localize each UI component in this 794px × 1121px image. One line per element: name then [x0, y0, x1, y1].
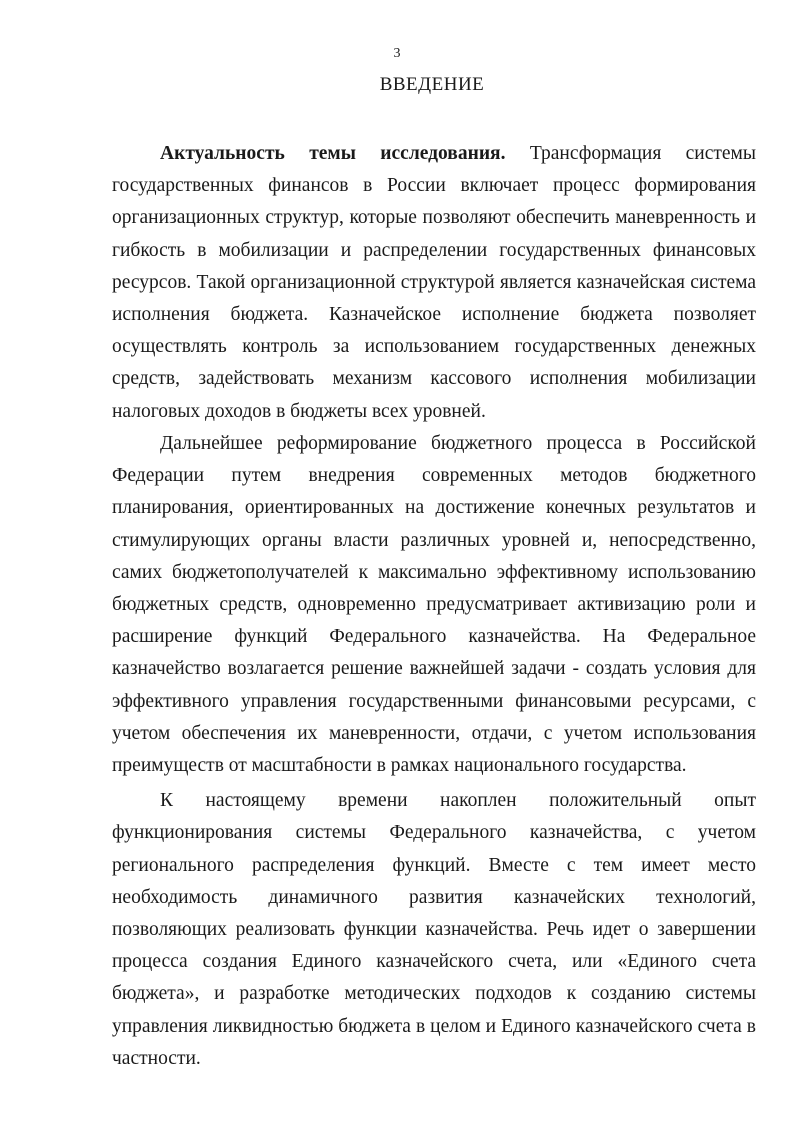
paragraph-relevance [112, 138, 756, 428]
paragraph-lead: Актуальность темы исследования. [160, 143, 506, 164]
paragraph-text: Трансформация системы государственных финансов в России включает процесс формирования организационных структур, которые позволяют обеспечить маневренность и гибкость в мобилизации и распределении государственных финансовых ресурсов. Такой организационной структурой является казначейская система исполнения бюджета. Казначейское исполнение бюджета позволяет осуществлять контроль за использованием государственных денежных средств, задействовать механизм кассового исполнения мобилизации налоговых доходов в бюджеты всех уровней. [112, 143, 757, 422]
paragraph-reform: Дальнейшее реформирование бюджетного процесса в Российской Федерации путем внедрения современных методов бюджетного планирования, ориентированных на достижение конечных результатов и стимулирующих органы власти различных уровней и, непосредственно, самих бюджетополучателей к максимально эффективному использованию бюджетных средств, одновременно предусматривает активизацию роли и расширение функций Федерального казначейства. На Федеральное казначейство возлагается решение важнейшей задачи - создать условия для эффективного управления государственными финансовыми ресурсами, с учетом обеспечения их маневренности, отдачи, с учетом использования преимуществ от масштабности в рамках национального государства. [112, 433, 756, 777]
page-number: 3 [393, 46, 401, 61]
paragraph-experience: К настоящему времени накоплен положительный опыт функционирования системы Федерального казначейства, с учетом регионального распределения функций. Вместе с тем имеет место необходимость динамичного развития казначейских технологий, позволяющих реализовать функции казначейства. Речь идет о завершении процесса создания Единого казначейского счета, или «Единого счета бюджета», и разработке методических подходов к созданию системы управления ликвидностью бюджета в целом и Единого казначейского счета в частности. [112, 790, 756, 1069]
body-text [112, 138, 756, 1075]
section-heading: ВВЕДЕНИЕ [379, 74, 485, 95]
